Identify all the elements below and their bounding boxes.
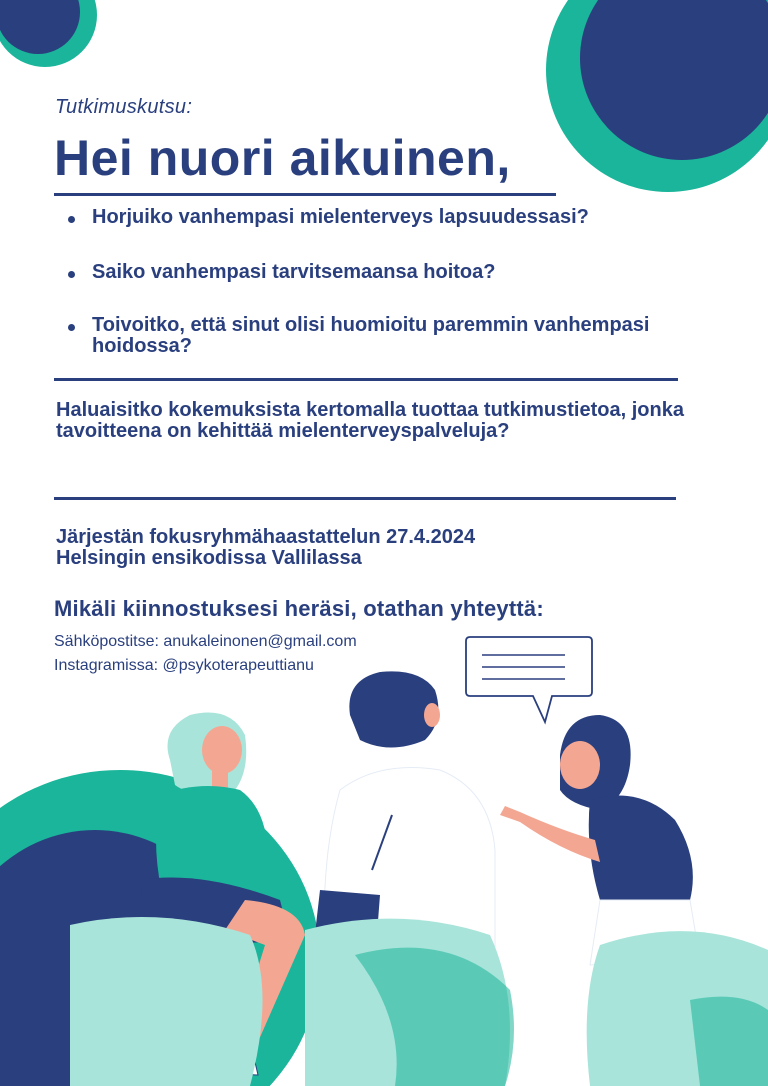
section-divider (54, 497, 676, 500)
title-underline-divider (54, 193, 556, 196)
question-item: Horjuiko vanhempasi mielenterveys lapsuudessasi? (68, 207, 668, 228)
question-list (68, 207, 668, 391)
seat-cushions-decoration (70, 917, 768, 1086)
woman-right-figure (500, 715, 700, 965)
email-contact[interactable]: Sähköpostitse: anukaleinonen@gmail.com (54, 633, 357, 650)
page-title: Hei nuori aikuinen, (54, 130, 511, 186)
call-to-action: Mikäli kiinnostuksesi heräsi, otathan yhteyttä: (54, 596, 544, 621)
instagram-contact[interactable]: Instagramissa: @psykoterapeuttianu (54, 657, 314, 674)
event-details (56, 527, 696, 569)
top-left-circle-decoration (0, 0, 97, 67)
question-item: Toivoitko, että sinut olisi huomioitu paremmin vanhempasi hoidossa? (68, 315, 668, 357)
event-line-date: Järjestän fokusryhmähaastattelun 27.4.2024 (56, 526, 476, 548)
speech-bubble-icon (466, 637, 592, 722)
research-question: Haluaisitko kokemuksista kertomalla tuottaa tutkimustietoa, jonka tavoitteena on kehittää mielenterveyspalveluja? (56, 399, 684, 442)
section-divider (54, 378, 678, 381)
question-item: Saiko vanhempasi tarvitsemaansa hoitoa? (68, 262, 668, 283)
top-right-circle-decoration (546, 0, 768, 192)
invite-label: Tutkimuskutsu: (55, 96, 193, 118)
event-line-location: Helsingin ensikodissa Vallilassa (56, 547, 362, 569)
